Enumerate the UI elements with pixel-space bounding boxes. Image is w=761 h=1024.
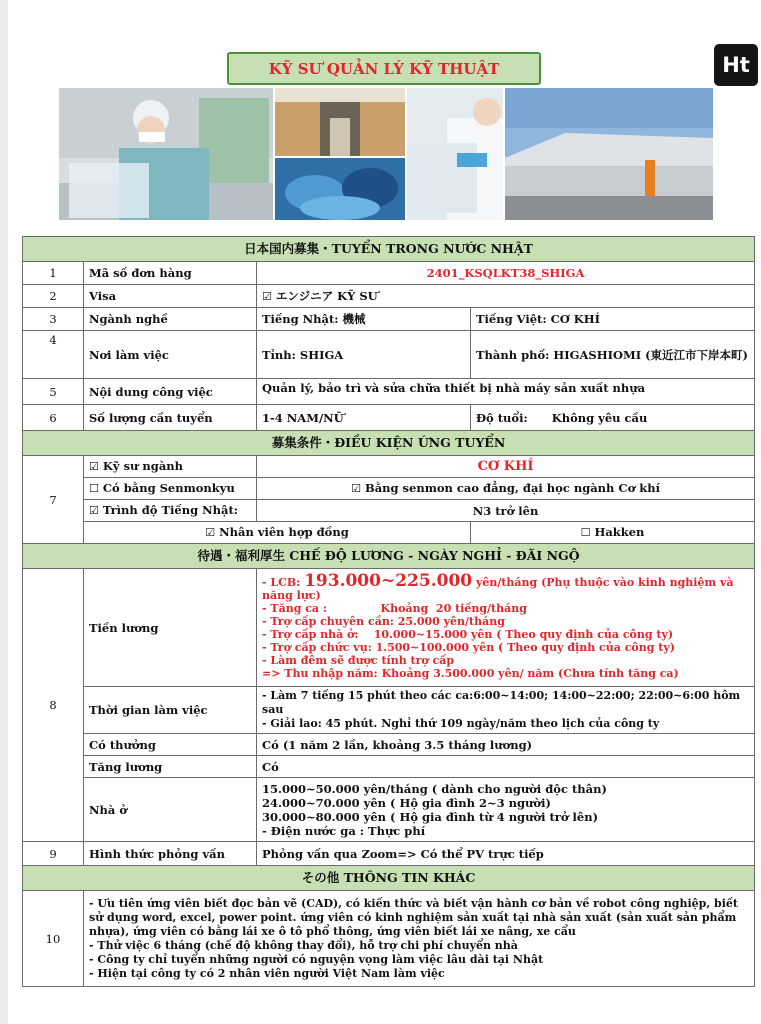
row-number: 6 (23, 405, 84, 431)
salary-line: - Trợ cấp nhà ở: 10.000~15.000 yên ( Theo quy định của công ty) (262, 628, 674, 641)
interview-value: Phỏng vấn qua Zoom=> Có thể PV trực tiếp (257, 842, 755, 866)
hakken-option: Hakken (594, 525, 645, 539)
brand-logo: Ht (714, 44, 758, 86)
order-code-label: Mã số đơn hàng (84, 262, 257, 285)
japanese-level-label: Trình độ Tiếng Nhật: (102, 503, 239, 517)
unchecked-box-icon: ☐ (89, 482, 99, 495)
salary-line: - Trợ cấp chuyên cần: 25.000 yên/tháng (262, 615, 505, 628)
job-content-label: Nội dung công việc (84, 379, 257, 405)
checked-box-icon: ☑ (262, 289, 272, 303)
other-info-line: - Thử việc 6 tháng (chế độ không thay đổi), hỗ trợ chi phí chuyển nhà (89, 938, 518, 952)
factory-photo (505, 88, 713, 220)
bonus-value: Có (1 năm 2 lần, khoảng 3.5 tháng lương) (257, 734, 755, 756)
other-info-line: - Ưu tiên ứng viên biết đọc bản vẽ (CAD), có kiến thức và biết vận hành cơ bản về robot công nghiệp, biết sử dụng word, excel, power point. ứng viên có kinh nghiệm sản xuất tại nhà sản xuất (sản xuất sản phẩm nhựa), ứng viên có bằng lái xe ô tô phổ thông, ứng viên biết lái xe nâng, xe cẩu (89, 896, 738, 938)
working-time-line: - Giải lao: 45 phút. Nghỉ thứ 109 ngày/năm theo lịch của công ty (262, 717, 660, 730)
row-number: 2 (23, 285, 84, 308)
checked-box-icon: ☑ (351, 482, 361, 495)
job-content-value: Quản lý, bảo trì và sửa chữa thiết bị nhà máy sản xuất nhựa (257, 379, 755, 405)
workplace-label: Nơi làm việc (84, 331, 257, 379)
raise-value: Có (257, 756, 755, 778)
housing-line: 15.000~50.000 yên/tháng ( dành cho người độc thân) (262, 781, 607, 796)
section-domestic-header: 日本国内募集・TUYỂN TRONG NƯỚC NHẬT (23, 237, 755, 262)
senmon-label: Có bằng Senmonkyu (102, 481, 235, 495)
engineer-field-label: Kỹ sư ngành (102, 459, 183, 473)
other-info-line: - Công ty chỉ tuyển những người có nguyện vọng làm việc lâu dài tại Nhật (89, 952, 544, 966)
salary-label: Tiền lương (84, 569, 257, 687)
worker-photo (59, 88, 273, 220)
row-number: 3 (23, 308, 84, 331)
contract-employee-option: Nhân viên hợp đồng (219, 525, 349, 539)
unchecked-box-icon: ☐ (580, 526, 591, 539)
interview-label: Hình thức phỏng vấn (84, 842, 257, 866)
housing-line: 30.000~80.000 yên ( Hộ gia đình từ 4 người trở lên) (262, 809, 599, 824)
lcb-amount: 193.000~225.000 (304, 571, 473, 591)
photo-banner (59, 88, 713, 220)
row-number: 8 (23, 569, 84, 842)
job-table (22, 236, 755, 987)
page-title: KỸ SƯ QUẢN LÝ KỸ THUẬT (227, 52, 541, 85)
housing-line: 24.000~70.000 yên ( Hộ gia đình 2~3 người) (262, 795, 551, 810)
lcb-suffix: yên/tháng (Phụ thuộc vào kinh nghiệm và năng lực) (262, 576, 734, 602)
row-number: 9 (23, 842, 84, 866)
industry-vn: Tiếng Việt: CƠ KHÍ (471, 308, 755, 331)
working-time-label: Thời gian làm việc (84, 687, 257, 734)
senmon-value: Bằng senmon cao đẳng, đại học ngành Cơ khí (364, 481, 660, 495)
order-code-value: 2401_KSQLKT38_SHIGA (257, 262, 755, 285)
row-number: 4 (23, 331, 84, 379)
engineer-field-value: CƠ KHÍ (257, 456, 755, 478)
checked-box-icon: ☑ (89, 504, 99, 517)
visa-label: Visa (84, 285, 257, 308)
housing-label: Nhà ở (84, 778, 257, 842)
visa-value: エンジニア KỸ SƯ (275, 288, 378, 303)
age-label: Độ tuổi: (476, 410, 528, 425)
plastic-parts-photo (275, 158, 405, 220)
warehouse-photo (275, 88, 405, 156)
inspection-photo (407, 88, 503, 220)
checked-box-icon: ☑ (89, 460, 99, 473)
checked-box-icon: ☑ (205, 526, 216, 539)
bonus-label: Có thưởng (84, 734, 257, 756)
quantity-label: Số lượng cần tuyển (84, 405, 257, 431)
workplace-prefecture: Tỉnh: SHIGA (257, 331, 471, 379)
working-time-line: - Làm 7 tiếng 15 phút theo các ca:6:00~14:00; 14:00~22:00; 22:00~6:00 hôm sau (262, 689, 741, 716)
lcb-prefix: - LCB: (262, 576, 305, 589)
housing-line: - Điện nước ga : Thực phí (262, 823, 426, 838)
workplace-city: Thành phố: HIGASHIOMI (東近江市下岸本町) (471, 331, 755, 379)
age-value: Không yêu cầu (551, 410, 648, 425)
row-number: 1 (23, 262, 84, 285)
section-conditions-header: 募集条件・ĐIỀU KIỆN ỨNG TUYỂN (23, 431, 755, 456)
industry-jp: Tiếng Nhật: 機械 (257, 308, 471, 331)
other-info-line: - Hiện tại công ty có 2 nhân viên người Việt Nam làm việc (89, 966, 445, 980)
section-salary-header: 待遇・福利厚生 CHẾ ĐỘ LƯƠNG - NGÀY NGHỈ - ĐÃI NGỘ (23, 544, 755, 569)
quantity-value: 1-4 NAM/NỮ (257, 405, 471, 431)
industry-label: Ngành nghề (84, 308, 257, 331)
section-other-header: その他 THÔNG TIN KHÁC (23, 866, 755, 891)
document-page (8, 0, 761, 1024)
raise-label: Tăng lương (84, 756, 257, 778)
row-number: 10 (23, 891, 84, 987)
row-number: 5 (23, 379, 84, 405)
row-number: 7 (23, 456, 84, 544)
salary-line: - Làm đêm sẽ được tính trợ cấp (262, 654, 455, 667)
salary-line: - Trợ cấp chức vụ: 1.500~100.000 yên ( Theo quy định của công ty) (262, 641, 675, 654)
salary-details (257, 569, 755, 687)
salary-line: => Thu nhập năm: Khoảng 3.500.000 yên/ năm (Chưa tính tăng ca) (262, 667, 679, 680)
salary-line: - Tăng ca : Khoảng 20 tiếng/tháng (262, 602, 527, 615)
japanese-level-value: N3 trở lên (257, 500, 755, 522)
